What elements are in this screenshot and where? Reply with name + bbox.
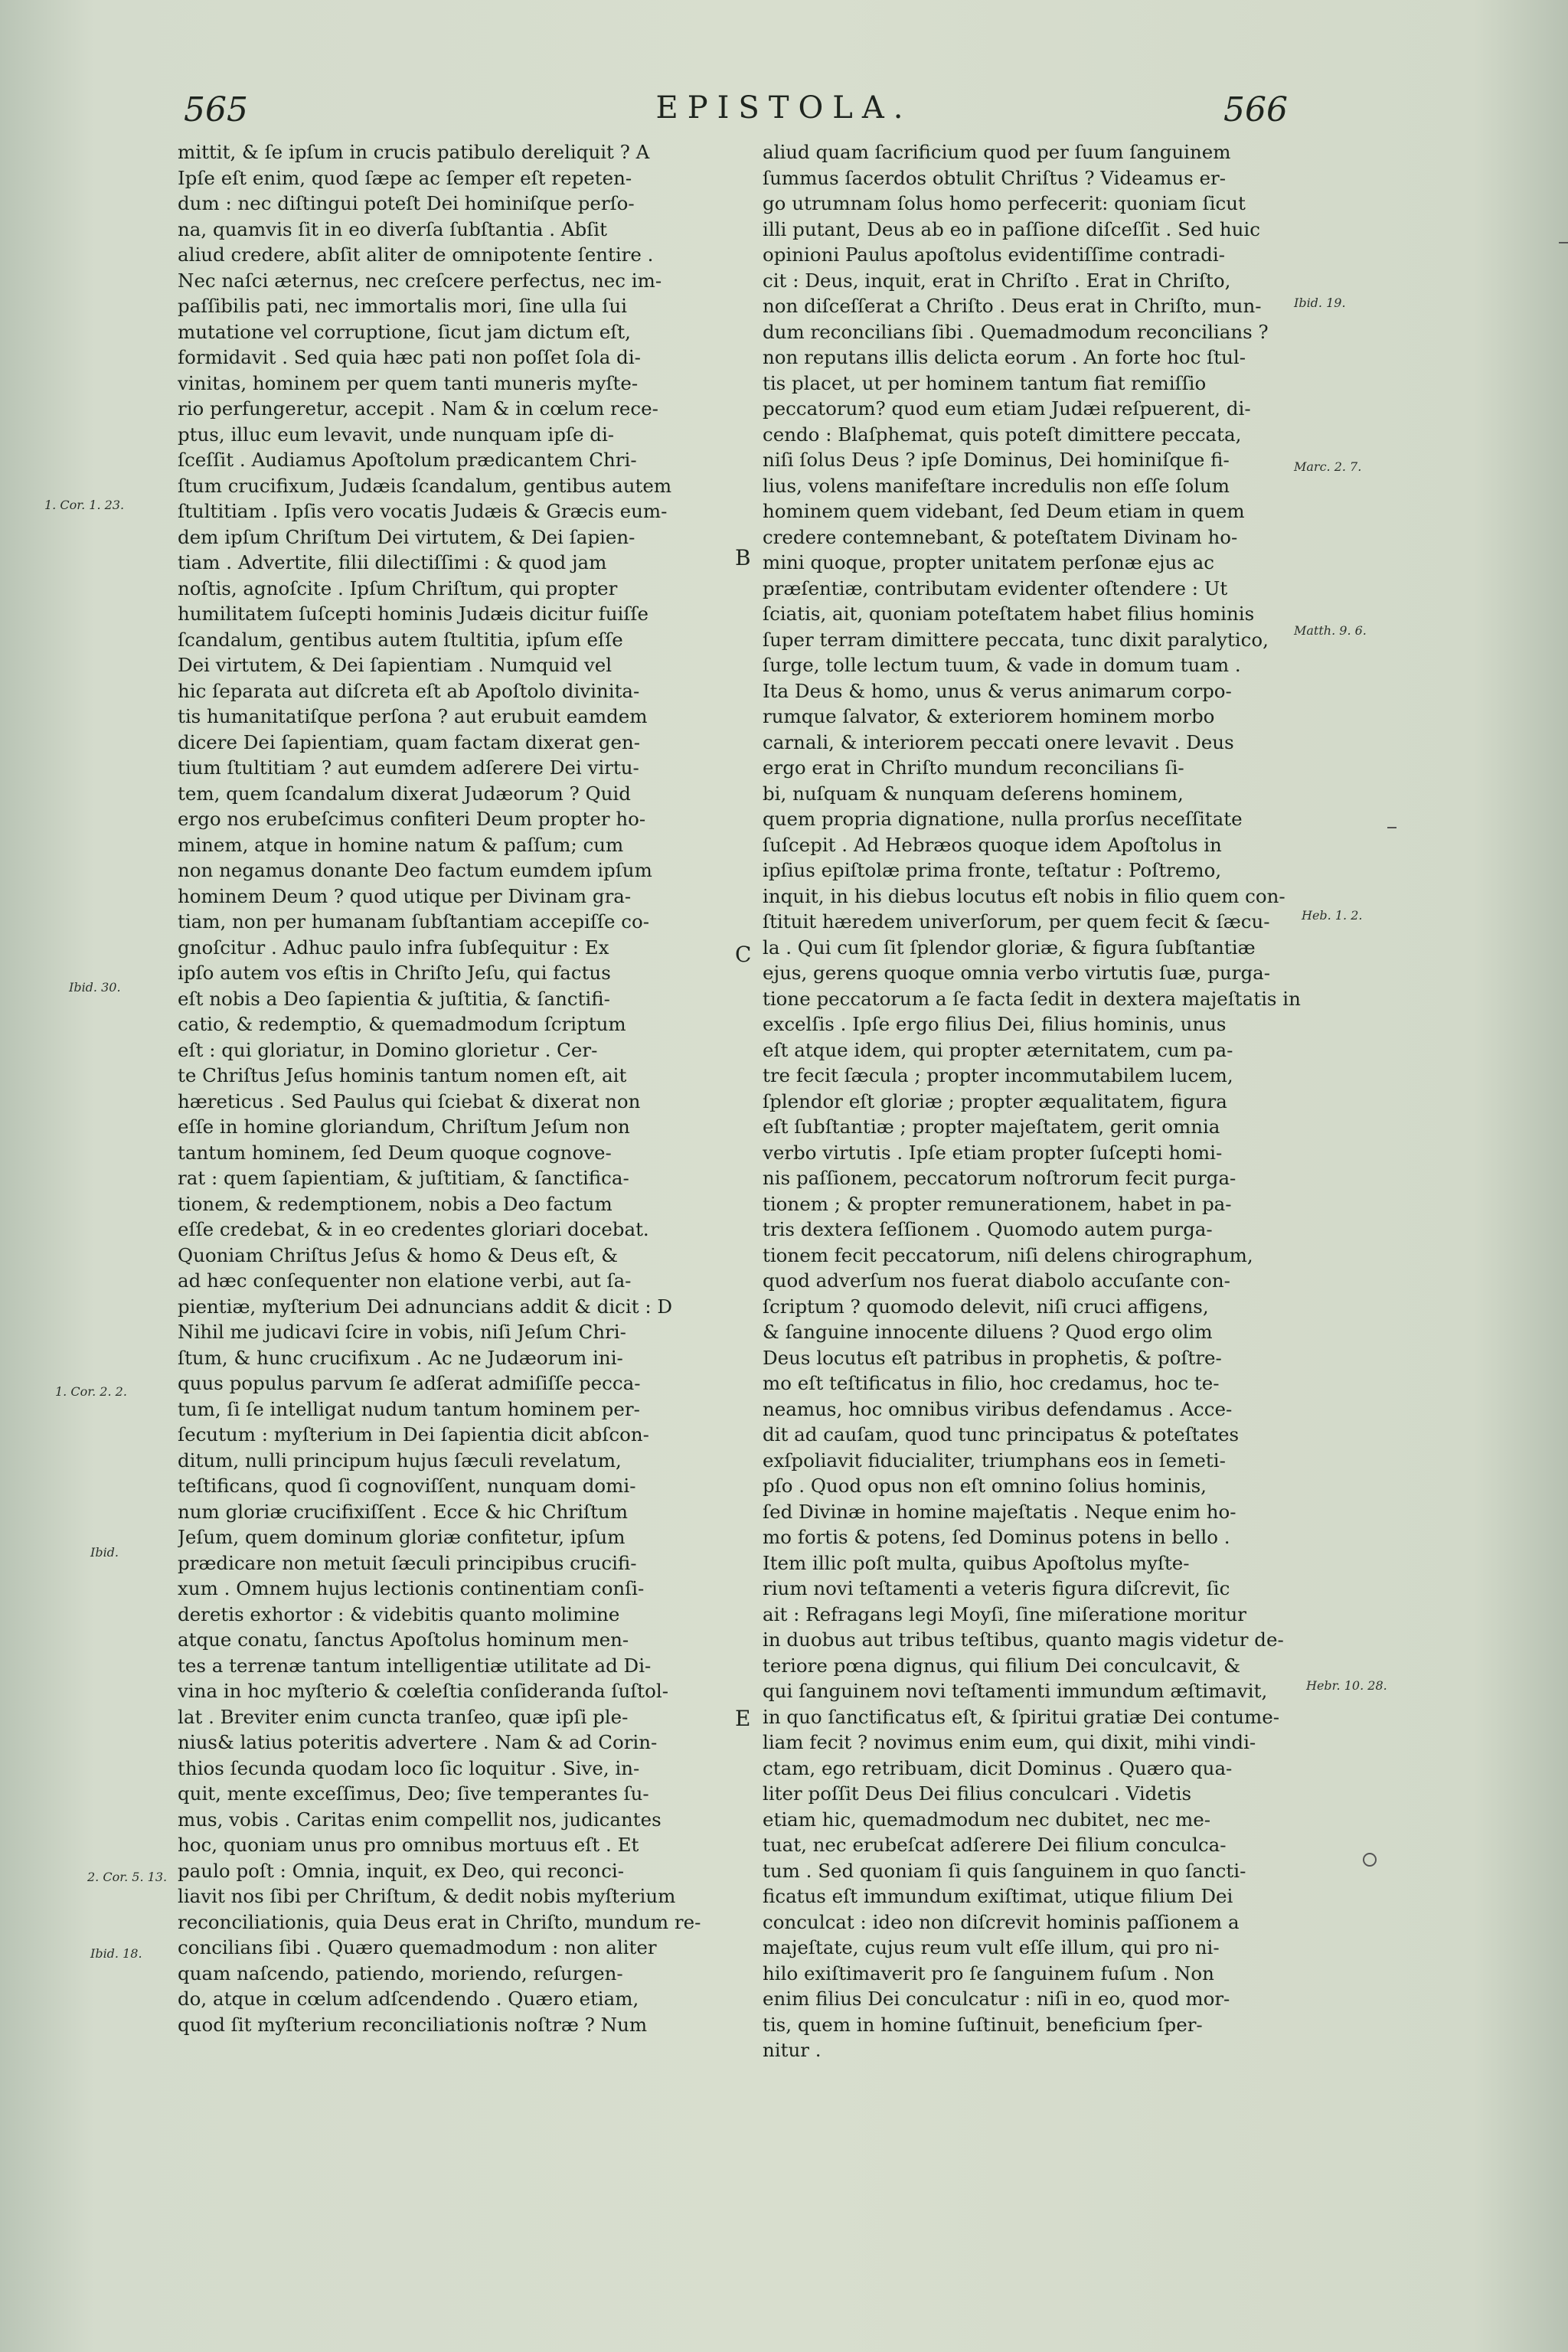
text-line: xum . Omnem hujus lectionis continentiam conſi- — [178, 1577, 645, 1599]
running-header — [0, 90, 1568, 136]
text-line: ipſius epiſtolæ prima fronte, teſtatur : Poſtremo, — [763, 859, 1222, 881]
text-line: ad hæc conſequenter non elatione verbi, aut ſa- — [178, 1269, 632, 1292]
margin-note: 1. Cor. 2. 2. — [55, 1384, 127, 1399]
text-line: tum . Sed quoniam ſi quis ſanguinem in quo ſancti- — [763, 1859, 1246, 1882]
text-line: tis, quem in homine ſuſtinuit, beneficium ſper- — [763, 2013, 1203, 2036]
text-line: & ſanguine innocente diluens ? Quod ergo olim — [763, 1321, 1213, 1343]
text-line: go utrumnam ſolus homo perfecerit: quoniam ſicut — [763, 192, 1246, 214]
text-line: ditum, nulli principum hujus ſæculi revelatum, — [178, 1449, 622, 1472]
text-line: liavit nos ſibi per Chriſtum, & dedit nobis myſterium — [178, 1885, 676, 1907]
text-line: ſtum, & hunc crucifixum . Ac ne Judæorum ini- — [178, 1346, 623, 1369]
text-line: ergo erat in Chriſto mundum reconcilians ſi- — [763, 756, 1184, 779]
margin-note: Ibid. 19. — [1294, 296, 1346, 310]
text-line: Nihil me judicavi ſcire in vobis, niſi Jeſum Chri- — [178, 1321, 626, 1343]
text-line: eſt : qui gloriatur, in Domino glorietur . Cer- — [178, 1038, 598, 1061]
text-line: tum, ſi ſe intelligat nudum tantum hominem per- — [178, 1397, 640, 1420]
text-line: mittit, & ſe ipſum in crucis patibulo dereliquit ? A — [178, 141, 650, 163]
text-line: tantum hominem, ſed Deum quoque cognove- — [178, 1141, 612, 1164]
margin-note: Ibid. 18. — [90, 1946, 142, 1961]
text-line: rat : quem ſapientiam, & juſtitiam, & ſanctifica- — [178, 1167, 629, 1189]
text-line: carnali, & interiorem peccati onere levavit . Deus — [763, 730, 1234, 753]
text-line: liter poſſit Deus Dei filius conculcari . Videtis — [763, 1782, 1192, 1805]
text-line: teſtificans, quod ſi cognoviſſent, nunquam domi- — [178, 1475, 636, 1497]
text-line: quam naſcendo, patiendo, moriendo, reſurgen- — [178, 1962, 623, 1984]
text-line: niſi ſolus Deus ? ipſe Dominus, Dei hominiſque fi- — [763, 449, 1230, 471]
text-line: te Chriſtus Jeſus hominis tantum nomen eſt, ait — [178, 1064, 627, 1086]
text-line: cit : Deus, inquit, erat in Chriſto . Erat in Chriſto, — [763, 269, 1231, 292]
text-line: prædicare non metuit ſæculi principibus crucifi- — [178, 1551, 637, 1574]
page-number-left: 565 — [184, 90, 248, 129]
text-line: quod adverſum nos fuerat diabolo accuſante con- — [763, 1269, 1230, 1292]
text-line: qui ſanguinem novi teſtamenti immundum æſtimavit, — [763, 1680, 1268, 1702]
text-line: excelſis . Ipſe ergo filius Dei, filius hominis, unus — [763, 1013, 1227, 1035]
text-line: humilitatem ſuſcepti hominis Judæis dicitur fuiſſe — [178, 603, 649, 625]
text-line: quod ſit myſterium reconciliationis noſtræ ? Num — [178, 2013, 648, 2036]
text-line: hilo exiſtimaverit pro ſe ſanguinem fuſum . Non — [763, 1962, 1214, 1984]
text-line: tiam . Advertite, filii dilectiſſimi : & quod jam — [178, 551, 607, 573]
text-line: tium ſtultitiam ? aut eumdem adſerere Dei virtu- — [178, 756, 639, 779]
text-line: concilians ſibi . Quæro quemadmodum : non aliter — [178, 1936, 657, 1958]
text-line: hominem quem videbant, ſed Deum etiam in quem — [763, 500, 1245, 522]
text-line: vinitas, hominem per quem tanti muneris myſte- — [178, 371, 639, 394]
section-letter: B — [735, 545, 751, 570]
text-line: verbo virtutis . Ipſe etiam propter ſuſcepti homi- — [763, 1141, 1223, 1164]
text-line: peccatorum? quod eum etiam Judæi reſpuerent, di- — [763, 397, 1251, 420]
text-line: tris dextera ſeſſionem . Quomodo autem purga- — [763, 1218, 1213, 1240]
margin-note: 1. Cor. 1. 23. — [44, 498, 125, 512]
text-line: tione peccatorum a ſe facta ſedit in dextera majeſtatis in — [763, 987, 1301, 1010]
margin-note: Ibid. 30. — [69, 980, 121, 995]
text-line: dit ad cauſam, quod tunc principatus & poteſtates — [763, 1423, 1240, 1446]
text-line: ſceſſit . Audiamus Apoſtolum prædicantem Chri- — [178, 449, 637, 471]
text-line: ſtultitiam . Ipſis vero vocatis Judæis & Græcis eum- — [178, 500, 668, 522]
text-line: teriore pœna dignus, qui filium Dei conculcavit, & — [763, 1654, 1241, 1677]
text-line: mutatione vel corruptione, ſicut jam dictum eſt, — [178, 320, 631, 343]
text-line: ficatus eſt immundum exiſtimat, utique filium Dei — [763, 1885, 1233, 1907]
text-line: hæreticus . Sed Paulus qui ſciebat & dixerat non — [178, 1089, 641, 1112]
text-line: tes a terrenæ tantum intelligentiæ utilitate ad Di- — [178, 1654, 652, 1677]
text-line: do, atque in cœlum adſcendendo . Quæro etiam, — [178, 1988, 639, 2010]
text-line: tionem fecit peccatorum, niſi delens chirographum, — [763, 1243, 1253, 1266]
text-line: noſtis, agnoſcite . Ipſum Chriſtum, qui propter — [178, 577, 618, 599]
text-line: præſentiæ, contributam evidenter oſtendere : Ut — [763, 577, 1228, 599]
text-line: bi, nuſquam & nunquam deſerens hominem, — [763, 782, 1184, 805]
text-line: aliud credere, abſit aliter de omnipotente ſentire . — [178, 243, 654, 266]
text-line: mini quoque, propter unitatem perſonæ ejus ac — [763, 551, 1214, 573]
text-line: conculcat : ideo non diſcrevit hominis paſſionem a — [763, 1910, 1240, 1933]
text-line: ſuſcepit . Ad Hebræos quoque idem Apoſtolus in — [763, 833, 1222, 856]
margin-note: Ibid. — [90, 1545, 119, 1560]
text-line: nius& latius poteritis advertere . Nam & ad Corin- — [178, 1731, 658, 1753]
text-line: eſt nobis a Deo ſapientia & juſtitia, & ſanctifi- — [178, 987, 610, 1010]
text-line: eſſe credebat, & in eo credentes gloriari docebat. — [178, 1218, 649, 1240]
text-line: ait : Refragans legi Moyſi, ſine miſeratione moritur — [763, 1602, 1246, 1625]
text-line: majeſtate, cujus reum vult eſſe illum, qui pro ni- — [763, 1936, 1220, 1958]
text-line: tiam, non per humanam ſubſtantiam accepiſſe co- — [178, 910, 650, 933]
margin-note: Hebr. 10. 28. — [1306, 1678, 1387, 1693]
text-line: tre fecit ſæcula ; propter incommutabilem lucem, — [763, 1064, 1233, 1086]
text-line: dem ipſum Chriſtum Dei virtutem, & Dei ſapien- — [178, 525, 635, 548]
text-line: ptus, illuc eum levavit, unde nunquam ipſe di- — [178, 423, 615, 446]
text-line: Quoniam Chriſtus Jeſus & homo & Deus eſt, & — [178, 1243, 619, 1266]
text-line: ctam, ego retribuam, dicit Dominus . Quæro qua- — [763, 1756, 1233, 1779]
text-line: ſuper terram dimittere peccata, tunc dixit paralytico, — [763, 628, 1269, 651]
text-line: Nec naſci æternus, nec creſcere perfectus, nec im- — [178, 269, 662, 292]
text-line: ipſo autem vos eſtis in Chriſto Jeſu, qui factus — [178, 962, 611, 984]
text-line: Ita Deus & homo, unus & verus animarum corpo- — [763, 679, 1232, 702]
text-line: dum : nec diſtingui poteſt Dei hominiſque perſo- — [178, 192, 635, 214]
text-line: tionem, & redemptionem, nobis a Deo factum — [178, 1192, 612, 1215]
text-line: tis humanitatiſque perſona ? aut erubuit eamdem — [178, 705, 648, 727]
text-line: mo eſt teſtificatus in filio, hoc credamus, hoc te- — [763, 1372, 1220, 1394]
text-line: cendo : Blaſphemat, quis poteſt dimittere peccata, — [763, 423, 1242, 446]
margin-note: Heb. 1. 2. — [1302, 908, 1363, 923]
text-line: opinioni Paulus apoſtolus evidentiſſime contradi- — [763, 243, 1225, 266]
text-line: in quo ſanctificatus eſt, & ſpiritui gratiæ Dei contume- — [763, 1705, 1280, 1728]
text-line: num gloriæ crucifixiſſent . Ecce & hic Chriſtum — [178, 1500, 628, 1523]
text-line: tionem ; & propter remunerationem, habet in pa- — [763, 1192, 1232, 1215]
text-line: ſcriptum ? quomodo delevit, niſi cruci affigens, — [763, 1295, 1209, 1318]
text-line: eſt atque idem, qui propter æternitatem, cum pa- — [763, 1038, 1233, 1061]
edge-mark — [1559, 242, 1568, 243]
text-line: ſed Divinæ in homine majeſtatis . Neque enim ho- — [763, 1500, 1236, 1523]
text-line: pientiæ, myſterium Dei adnuncians addit & dicit : D — [178, 1295, 673, 1318]
text-line: etiam hic, quemadmodum nec dubitet, nec me- — [763, 1808, 1210, 1831]
text-line: paulo poſt : Omnia, inquit, ex Deo, qui reconci- — [178, 1859, 625, 1882]
text-line: ſurge, tolle lectum tuum, & vade in domum tuam . — [763, 654, 1241, 676]
text-line: ſcandalum, gentibus autem ſtultitia, ipſum eſſe — [178, 628, 623, 651]
text-line: ſecutum : myſterium in Dei ſapientia dicit abſcon- — [178, 1423, 649, 1446]
text-line: hic ſeparata aut diſcreta eſt ab Apoſtolo divinita- — [178, 679, 640, 702]
text-line: ſplendor eſt gloriæ ; propter æqualitatem, figura — [763, 1089, 1227, 1112]
text-line: mo fortis & potens, ſed Dominus potens in bello . — [763, 1526, 1230, 1548]
text-line: dum reconcilians ſibi . Quemadmodum reconcilians ? — [763, 320, 1269, 343]
text-line: ſtituit hæredem univerſorum, per quem fecit & ſæcu- — [763, 910, 1270, 933]
text-line: rumque ſalvator, & exteriorem hominem morbo — [763, 705, 1215, 727]
text-line: quit, mente exceſſimus, Deo; ſive temperantes ſu- — [178, 1782, 649, 1805]
text-line: lius, volens manifeſtare incredulis non eſſe ſolum — [763, 474, 1230, 497]
text-line: deretis exhortor : & videbitis quanto molimine — [178, 1602, 620, 1625]
text-line: nitur . — [763, 2039, 822, 2061]
section-letter: C — [735, 942, 752, 967]
edge-mark — [1387, 827, 1396, 828]
text-line: enim filius Dei conculcatur : niſi in eo, quod mor- — [763, 1988, 1230, 2010]
text-line: non negamus donante Deo factum eumdem ipſum — [178, 859, 652, 881]
text-line: liam fecit ? novimus enim eum, qui dixit, mihi vindi- — [763, 1731, 1256, 1753]
margin-note: Marc. 2. 7. — [1294, 459, 1362, 474]
page-number-right: 566 — [1223, 90, 1288, 129]
text-line: Dei virtutem, & Dei ſapientiam . Numquid vel — [178, 654, 612, 676]
text-line: tuat, nec erubeſcat adſerere Dei filium conculca- — [763, 1834, 1227, 1856]
text-line: non diſceſſerat a Chriſto . Deus erat in Chriſto, mun- — [763, 295, 1262, 317]
text-line: catio, & redemptio, & quemadmodum ſcriptum — [178, 1013, 626, 1035]
text-line: exſpoliavit fiducialiter, triumphans eos in ſemeti- — [763, 1449, 1226, 1472]
text-line: pſo . Quod opus non eſt omnino ſolius hominis, — [763, 1475, 1207, 1497]
text-line: non reputans illis delicta eorum . An forte hoc ſtul- — [763, 346, 1246, 368]
text-line: ſummus ſacerdos obtulit Chriſtus ? Videamus er- — [763, 166, 1227, 189]
text-line: inquit, in his diebus locutus eſt nobis in filio quem con- — [763, 884, 1285, 907]
text-line: quem propria dignatione, nulla prorſus neceſſitate — [763, 808, 1243, 830]
text-line: hominem Deum ? quod utique per Divinam gra- — [178, 884, 632, 907]
text-line: la . Qui cum ſit ſplendor gloriæ, & figura ſubſtantiæ — [763, 936, 1256, 959]
text-line: dicere Dei ſapientiam, quam factam dixerat gen- — [178, 730, 641, 753]
text-line: tis placet, ut per hominem tantum fiat remiſſio — [763, 371, 1207, 394]
text-line: lat . Breviter enim cuncta tranſeo, quæ ipſi ple- — [178, 1705, 629, 1728]
text-line: Item illic poſt multa, quibus Apoſtolus myſte- — [763, 1551, 1190, 1574]
running-title: EPISTOLA. — [655, 90, 913, 126]
text-line: Ipſe eſt enim, quod ſæpe ac ſemper eſt repeten- — [178, 166, 632, 189]
text-line: credere contemnebant, & poteſtatem Divinam ho- — [763, 525, 1238, 548]
text-line: na, quamvis ſit in eo diverſa ſubſtantia . Abſit — [178, 217, 607, 240]
text-line: paſſibilis pati, nec immortalis mori, ſine ulla ſui — [178, 295, 627, 317]
text-line: ejus, gerens quoque omnia verbo virtutis ſuæ, purga- — [763, 962, 1271, 984]
text-line: minem, atque in homine natum & paſſum; cum — [178, 833, 624, 856]
right-text-column — [763, 139, 1329, 2063]
text-line: ſtum crucifixum, Judæis ſcandalum, gentibus autem — [178, 474, 672, 497]
text-line: atque conatu, ſanctus Apoſtolus hominum men- — [178, 1628, 629, 1651]
text-line: Deus locutus eſt patribus in prophetis, & poſtre- — [763, 1346, 1222, 1369]
text-line: Jeſum, quem dominum gloriæ confitetur, ipſum — [178, 1526, 626, 1548]
text-line: quus populus parvum ſe adſerat admiſiſſe pecca- — [178, 1372, 641, 1394]
text-line: formidavit . Sed quia hæc pati non poſſet ſola di- — [178, 346, 641, 368]
text-line: mus, vobis . Caritas enim compellit nos, judicantes — [178, 1808, 662, 1831]
text-line: ergo nos erubeſcimus confiteri Deum propter ho- — [178, 808, 646, 830]
margin-note: 2. Cor. 5. 13. — [87, 1870, 168, 1884]
text-line: nis paſſionem, peccatorum noſtrorum fecit purga- — [763, 1167, 1236, 1189]
text-line: ſciatis, ait, quoniam poteſtatem habet filius hominis — [763, 603, 1255, 625]
text-line: in duobus aut tribus teſtibus, quanto magis videtur de- — [763, 1628, 1284, 1651]
text-line: vina in hoc myſterio & cœleſtia conſideranda ſuſtol- — [178, 1680, 669, 1702]
text-line: reconciliationis, quia Deus erat in Chriſto, mundum re- — [178, 1910, 701, 1933]
text-line: rium novi teſtamenti a veteris figura diſcrevit, ſic — [763, 1577, 1230, 1599]
paper-speck — [1363, 1853, 1377, 1867]
text-line: rio perfungeretur, accepit . Nam & in cœlum rece- — [178, 397, 658, 420]
text-line: eſt ſubſtantiæ ; propter majeſtatem, gerit omnia — [763, 1116, 1220, 1138]
text-line: aliud quam ſacrificium quod per ſuum ſanguinem — [763, 141, 1231, 163]
text-line: illi putant, Deus ab eo in paſſione diſceſſit . Sed huic — [763, 217, 1260, 240]
text-line: neamus, hoc omnibus viribus defendamus . Acce- — [763, 1397, 1233, 1420]
left-text-column — [178, 139, 744, 2037]
text-line: thios ſecunda quodam loco ſic loquitur . Sive, in- — [178, 1756, 640, 1779]
section-letter: E — [735, 1706, 751, 1731]
text-line: hoc, quoniam unus pro omnibus mortuus eſt . Et — [178, 1834, 639, 1856]
text-line: tem, quem ſcandalum dixerat Judæorum ? Quid — [178, 782, 631, 805]
text-line: eſſe in homine gloriandum, Chriſtum Jeſum non — [178, 1116, 630, 1138]
text-line: gnoſcitur . Adhuc paulo infra ſubſequitur : Ex — [178, 936, 609, 959]
margin-note: Matth. 9. 6. — [1294, 623, 1367, 638]
